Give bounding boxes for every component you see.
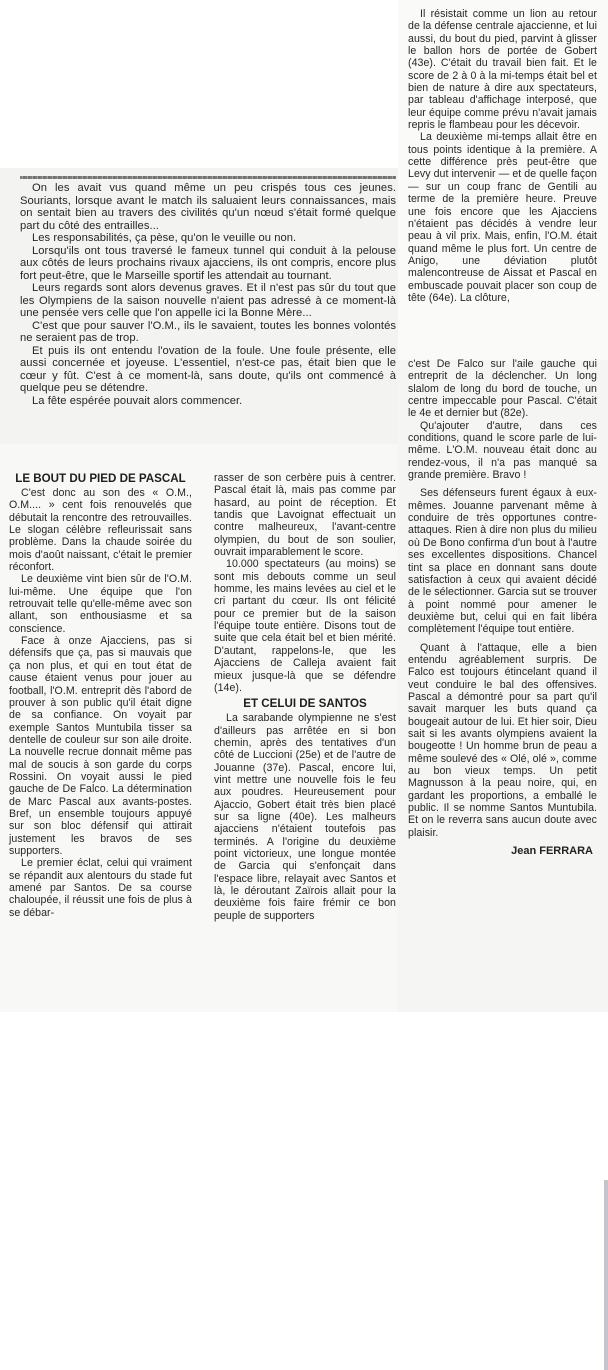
intro-block — [0, 168, 398, 444]
scan-edge — [604, 1180, 608, 1370]
paragraph: Les responsabilités, ça pèse, qu'on le veuille ou non. — [32, 232, 297, 244]
paragraph: Qu'ajouter d'autre, dans ces conditions, quand le score parle de lui-même. L'O.M. nouveau était donc au rendez-vous, il n'a pas manqué sa grande première. Bravo ! — [408, 419, 597, 482]
divider-rule — [20, 176, 396, 179]
section-heading: ET CELUI DE SANTOS — [243, 697, 367, 711]
left-column — [0, 444, 200, 1012]
paragraph: c'est De Falco sur l'aile gauche qui entreprit de la déclencher. Un long slalom de long du bord de touche, un centre impeccable pour Pascal. C'était le 4e et dernier but (82e). — [408, 358, 597, 420]
paragraph: C'est donc au son des « O.M., O.M.... » cent fois renouvelés que débutait la rencontre des retrouvailles. Le slogan célèbre refleurissait sans problème. Dans la chaude soirée du mois d'août naissant, c'était le premier réconfort. — [9, 487, 192, 574]
right-column-lower — [398, 360, 608, 1012]
paragraph: Ses défenseurs furent égaux à eux-mêmes. Jouanne parvenant même à conduire de très opportunes contre-attaques. Rien à dire non plus du milieu où De Bono confirma d'un bout à l'autre ses excellentes dispositions. Chancel tint sa place en donnant sans doute satisfaction à ceux qui avaient décidé de le sélectionner. Garcia sut se trouver à point nommé pour amener le deuxième but, celui qui en fait libéra complètement l'équipe tout entière. — [408, 487, 597, 636]
paragraph: Quant à l'attaque, elle a bien entendu agréablement surpris. De Falco est toujours étincelant quand il veut conduire le bal des offensives. Pascal a démontré pour sa part qu'il savait marquer les buts quand ça bougeait autour de lui. Et hier soir, Dieu sait si les avants olympiens avaient la bougeotte ! Un homme brun de peau a même soulevé des « Olé, olé », comme au bon vieux temps. Un petit Magnusson à la peau noire, qui, en gardant les proportions, a emballé le public. Il se nomme Santos Muntubila. Et on le reverra sans aucun doute avec plaisir. — [408, 641, 597, 839]
paragraph: Leurs regards sont alors devenus graves. Et il n'est pas sûr du tout que les Olympiens de la saison nouvelle n'aient pas adressé à ce moment-là une pensée vers celle que l'on appelle ici la Bonne Mère... — [20, 282, 396, 319]
paragraph: rasser de son cerbère puis à centrer. Pascal était là, mais pas comme par hasard, au point de réception. Et tandis que Lavoignat effectuait un contre malheureux, l'avant-centre olympien, du bout de son soulier, ouvrait imparablement le score. — [214, 472, 396, 559]
paragraph: Lorsqu'ils ont tous traversé le fameux tunnel qui conduit à la pelouse aux côtés de leurs prochains rivaux ajacciens, ils ont compris, encore plus fort peut-être, que le Marseille sportif les attendait au tournant. — [20, 244, 396, 282]
author-signature: Jean FERRARA — [511, 845, 593, 858]
paragraph: Et puis ils ont entendu l'ovation de la foule. Une foule présente, elle aussi concernée et joyeuse. L'essentiel, n'est-ce pas, était bien que le cœur y fût. C'est à ce moment-là, sans doute, qu'ils ont commencé à quelque peu se détendre. — [20, 344, 396, 394]
paragraph: Le premier éclat, celui qui vraiment se répandit aux alentours du stade fut amené par Santos. De sa course chaloupée, il réussit une fois de plus à se débar- — [9, 857, 192, 919]
section-heading: LE BOUT DU PIED DE PASCAL — [15, 472, 186, 485]
paragraph: La fête espérée pouvait alors commencer. — [32, 394, 243, 407]
paragraph: C'est que pour sauver l'O.M., ils le savaient, toutes les bonnes volontés ne seraient pas de trop. — [20, 319, 396, 344]
top-right-column — [398, 0, 608, 360]
paragraph: La sarabande olympienne ne s'est d'ailleurs pas arrêtée en si bon chemin, après des tentatives d'un côté de Luccioni (25e) et de l'autre de Jouanne (37e). Pascal, encore lui, vint mettre une nouvelle fois le feu aux poudres. Heureusement pour Ajaccio, Gobert était très bien placé sur sa ligne (40e). Les malheurs ajacciens n'étaient toutefois pas terminés. A l'origine du deuxième point victorieux, une longue montée de Garcia qui s'enfonçait dans l'espace libre, relayait avec Santos et là, le déroutant Zaïrois allait pour la deuxième fois faire frémir ce bon peuple de supporters — [214, 712, 396, 922]
paragraph: Face à onze Ajacciens, pas si défensifs que ça, pas si mauvais que ça non plus, et qui en tout état de cause étaient venus pour jouer au football, l'O.M. entreprit dès l'abord de prouver à son public qu'il était digne de sa confiance. On voyait par exemple Santos Muntubila tisser sa dentelle de couleur sur son aile droite. La nouvelle recrue donnait même pas mal de soucis à son garde du corps Rossini. On voyait aussi le pied gauche de De Falco. La détermination de Marc Pascal aux avants-postes. Bref, un ensemble toujours appuyé sur son bloc défensif qui attirait justement les bravos de ses supporters. — [9, 635, 192, 857]
paragraph: La deuxième mi-temps allait être en tous points identique à la première. A cette différence près peut-être que Levy dut intervenir — et de quelle façon — sur un coup franc de Gentili au terme de la première heure. Preuve une fois encore que les Ajacciens n'étaient pas décidés à vendre leur peau à vil prix. Mais, enfin, l'O.M. était quand même le plus fort. Un centre de Anigo, une déviation plutôt malencontreuse de Aissat et Pascal en embuscade pouvait placer son coup de tête (64e). La clôture, — [408, 131, 597, 304]
paragraph: Le deuxième vint bien sûr de l'O.M. lui-même. Une équipe que l'on retrouvait telle qu'elle-même avec son allant, son enthousiasme et sa conscience. — [9, 573, 192, 635]
middle-column — [200, 444, 398, 1012]
paragraph: Il résistait comme un lion au retour de la défense centrale ajaccienne, et lui aussi, du bout du pied, parvint à glisser le ballon hors de portée de Gobert (43e). C'était du travail bien fait. Et le score de 2 à 0 à la mi-temps était bel et bien de nature à dire aux spectateurs, par tableau d'affichage interposé, que leur équipe comme prévu n'avait jamais repris le flambeau pour les décevoir. — [408, 8, 597, 132]
paragraph: On les avait vus quand même un peu crispés tous ces jeunes. Souriants, lorsque avant le match ils saluaient leurs connaissances, mais on sentait bien au travers des civilités qu'un nœud s'était formé quelque part du côté des entrailles... — [20, 182, 396, 232]
paragraph: 10.000 spectateurs (au moins) se sont mis debouts comme un seul homme, les mains levées au ciel et le cri partant du cœur. Ils ont félicité pour ce premier but de la saison l'équipe toute entière. Disons tout de suite que cela était bel et bien mérité. D'autant, rappelons-le, que les Ajacciens de Calleja avaient fait mieux jusque-là que se défendre (14e). — [214, 558, 396, 694]
